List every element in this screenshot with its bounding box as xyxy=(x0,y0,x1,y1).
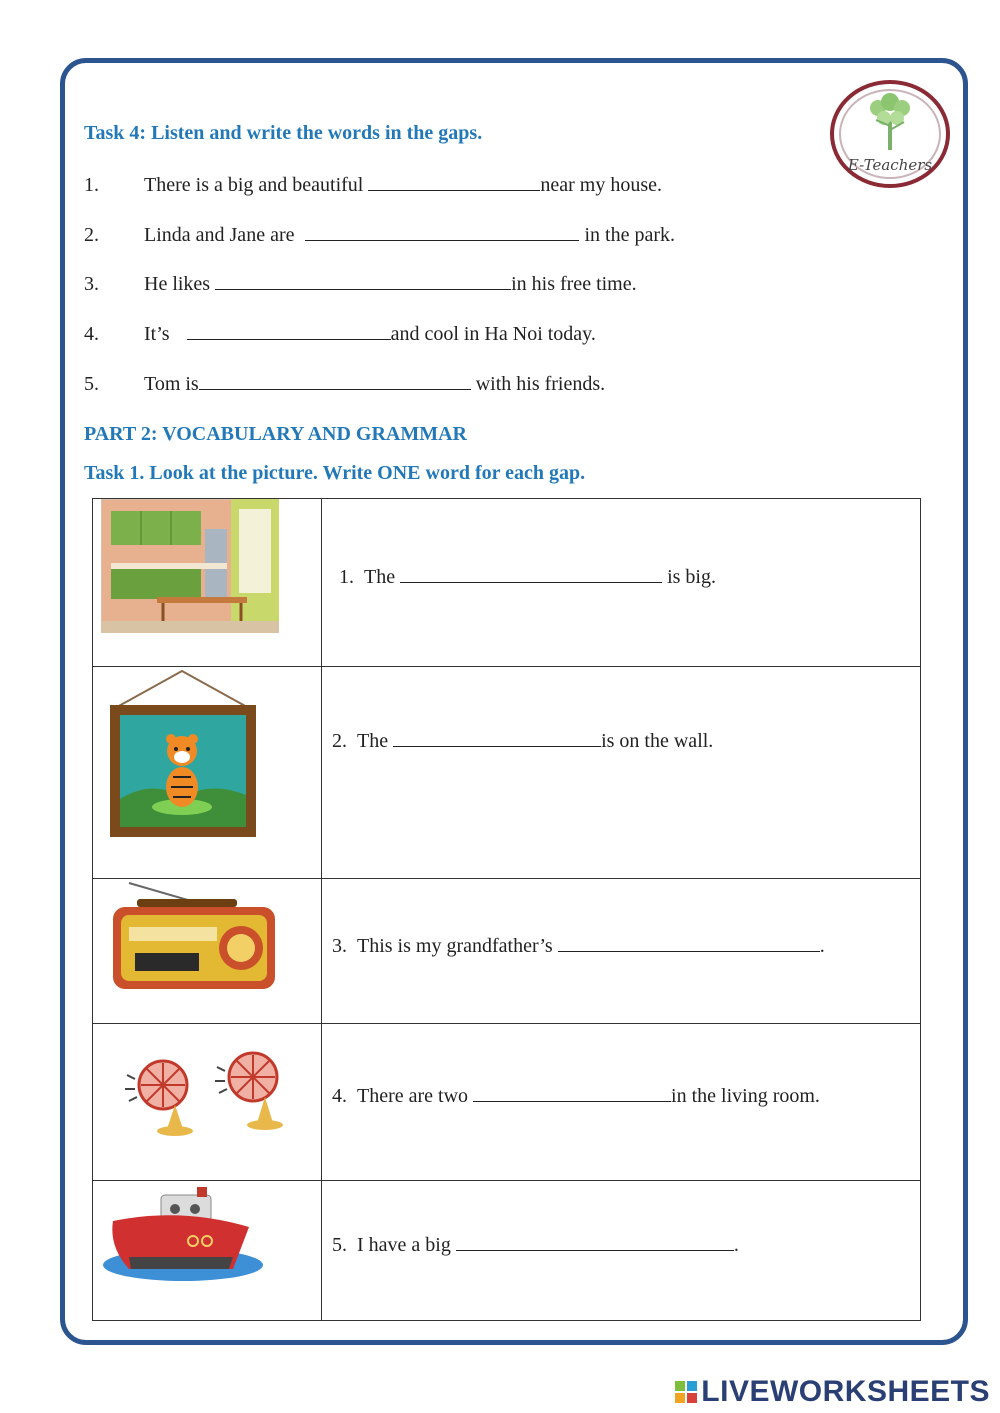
table-row-4 xyxy=(332,1083,820,1108)
brand-text: LIVEWORKSHEETS xyxy=(701,1375,990,1408)
table-row-1 xyxy=(339,564,716,589)
part2-heading: PART 2: VOCABULARY AND GRAMMAR xyxy=(84,423,467,445)
task1-heading: Task 1. Look at the picture. Write ONE word for each gap. xyxy=(84,462,586,484)
item-number: 3. xyxy=(84,273,99,295)
answer-blank[interactable] xyxy=(558,933,820,952)
item-text-before: It’s xyxy=(144,323,175,345)
row-number: 4. xyxy=(332,1085,347,1107)
kitchen-picture xyxy=(101,499,279,633)
table-row-2 xyxy=(332,728,713,753)
item-number: 4. xyxy=(84,323,99,345)
row-text-before: I have a big xyxy=(357,1234,456,1256)
task4-item-2 xyxy=(84,222,675,247)
row-text-before: The xyxy=(364,566,401,588)
answer-blank[interactable] xyxy=(456,1232,734,1251)
row-text-after: is big. xyxy=(662,566,716,588)
answer-blank[interactable] xyxy=(473,1083,671,1102)
liveworksheets-brand[interactable] xyxy=(675,1375,990,1409)
answer-blank[interactable] xyxy=(305,222,579,241)
row-text-before: The xyxy=(357,730,394,752)
item-number: 1. xyxy=(84,174,99,196)
answer-blank[interactable] xyxy=(393,728,601,747)
picture-table xyxy=(92,498,921,1321)
row-text-before: There are two xyxy=(357,1085,474,1107)
row-number: 3. xyxy=(332,935,347,957)
item-text-before: Linda and Jane are xyxy=(144,224,300,246)
table-row-5 xyxy=(332,1232,739,1257)
row-number: 2. xyxy=(332,730,347,752)
e-teachers-logo xyxy=(828,78,952,190)
item-text-after: in his free time. xyxy=(511,273,637,295)
answer-blank[interactable] xyxy=(215,271,511,290)
task4-item-4 xyxy=(84,321,596,346)
boat-picture xyxy=(101,1187,265,1287)
answer-blank[interactable] xyxy=(187,321,391,340)
logo-text: E-Teachers xyxy=(847,156,933,174)
answer-blank[interactable] xyxy=(199,371,471,390)
task4-item-1 xyxy=(84,172,662,197)
table-row-3 xyxy=(332,933,825,958)
row-number: 5. xyxy=(332,1234,347,1256)
row-text-before: This is my grandfather’s xyxy=(357,935,558,957)
row-text-after: in the living room. xyxy=(671,1085,820,1107)
item-text-after: with his friends. xyxy=(470,373,606,395)
item-number: 5. xyxy=(84,373,99,395)
item-text-before: Tom is xyxy=(144,373,199,395)
row-number: 1. xyxy=(339,566,354,588)
answer-blank[interactable] xyxy=(400,564,662,583)
row-text-after: is on the wall. xyxy=(601,730,714,752)
item-text-after: and cool in Ha Noi today. xyxy=(390,323,596,345)
radio-picture xyxy=(109,881,279,993)
tiger-painting-picture xyxy=(107,669,257,841)
item-text-before: He likes xyxy=(144,273,216,295)
liveworksheets-logo-icon xyxy=(675,1381,697,1403)
item-text-after: in the park. xyxy=(579,224,676,246)
task4-item-3 xyxy=(84,271,637,296)
item-text-before: There is a big and beautiful xyxy=(144,174,369,196)
task4-heading: Task 4: Listen and write the words in the gaps. xyxy=(84,122,483,144)
row-text-after: . xyxy=(733,1234,739,1256)
item-text-after: near my house. xyxy=(540,174,663,196)
answer-blank[interactable] xyxy=(368,172,540,191)
item-number: 2. xyxy=(84,224,99,246)
task4-item-5 xyxy=(84,371,605,396)
row-text-after: . xyxy=(819,935,825,957)
fans-picture xyxy=(123,1045,299,1141)
